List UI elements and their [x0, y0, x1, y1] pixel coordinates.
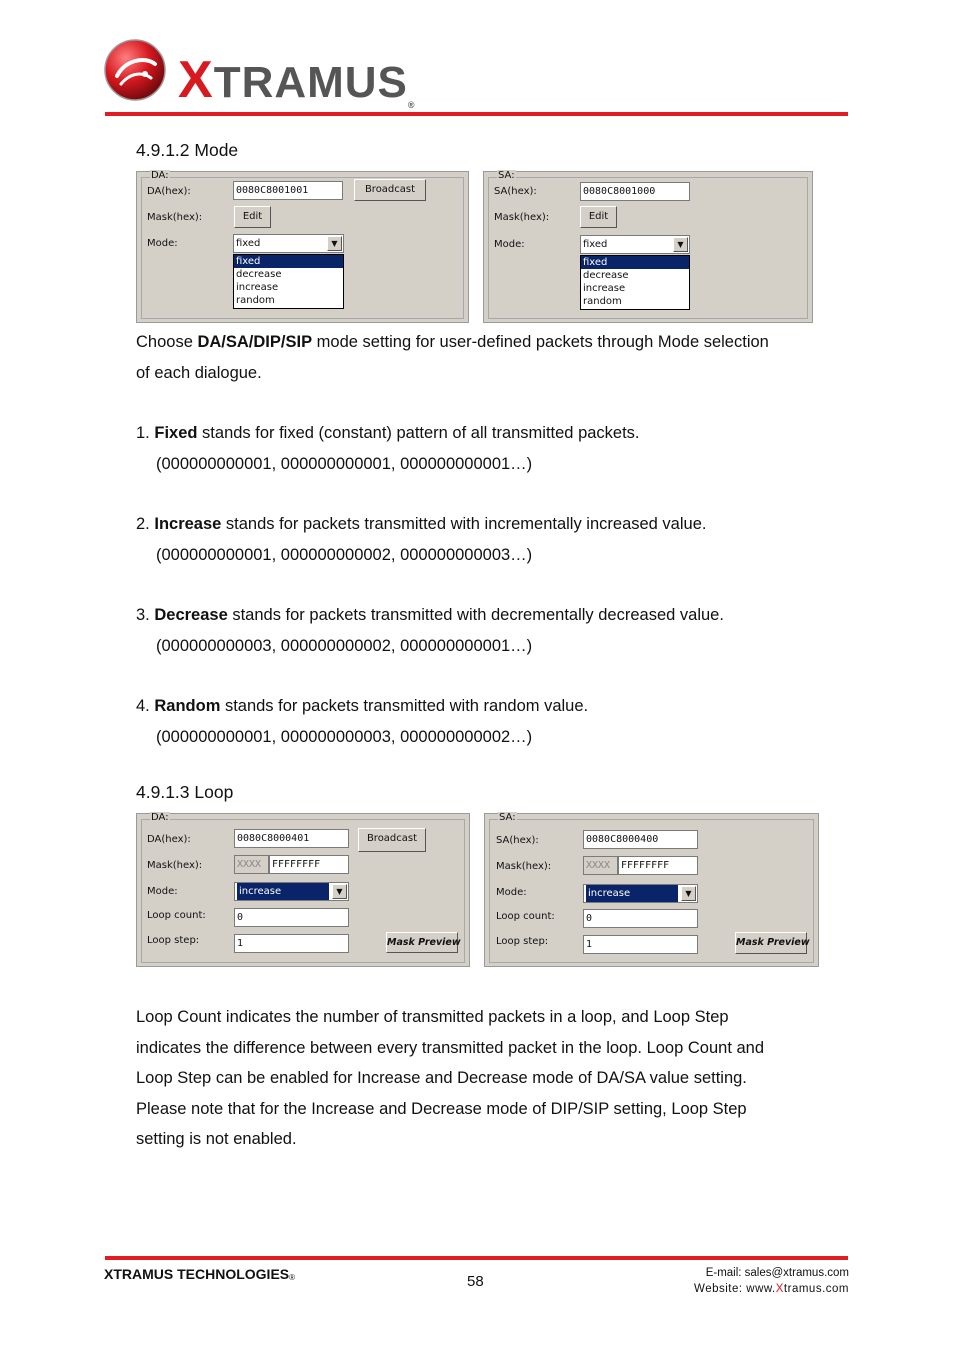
da-mode-dropdown [233, 254, 344, 309]
sa-mode-select[interactable]: fixed ▼ [580, 235, 690, 254]
sa-mask-label: Mask(hex): [494, 212, 550, 223]
loop-da-panel [136, 813, 470, 967]
broadcast-button[interactable]: Broadcast [354, 179, 426, 201]
mode-intro-paragraph: Choose DA/SA/DIP/SIP mode setting for user-defined packets through Mode selection of each dialogue. [136, 333, 769, 382]
footer-company: XTRAMUS TECHNOLOGIES® [104, 1266, 296, 1282]
da-mask-label: Mask(hex): [147, 212, 203, 223]
da-loop-step-label: Loop step: [147, 935, 200, 946]
da-mask-prefix: XXXX [234, 855, 269, 874]
chevron-down-icon[interactable]: ▼ [327, 236, 342, 251]
footer-divider [105, 1256, 848, 1260]
list-item: 1. Fixed stands for fixed (constant) pattern of all transmitted packets. (000000000001, 000000000001, 000000000001…) [136, 424, 640, 473]
dropdown-option[interactable]: decrease [583, 270, 629, 281]
group-label: DA: [151, 812, 169, 823]
loop-description-paragraph: Loop Count indicates the number of transmitted packets in a loop, and Loop Step indicates the difference between every transmitted packet in the loop. Loop Count and Loop Step can be enabled for Increase and Decrease mode of DA/SA value setting. Please note that for the Increase and Decrease mode of DIP/SIP setting, Loop Step setting is not enabled. [136, 1008, 765, 1148]
list-item: 2. Increase stands for packets transmitted with incrementally increased value. (000000000001, 000000000002, 000000000003…) [136, 515, 707, 564]
chevron-down-icon[interactable]: ▼ [332, 884, 347, 899]
da-mask-label: Mask(hex): [147, 860, 203, 871]
footer-website: Website: www.Xtramus.com [694, 1283, 849, 1295]
header-divider [105, 112, 848, 116]
dropdown-option[interactable]: fixed [581, 256, 689, 269]
sa-hex-input[interactable]: 0080C8000400 [583, 830, 698, 849]
group-label: SA: [498, 170, 515, 181]
da-loop-count-label: Loop count: [147, 910, 206, 921]
edit-button[interactable]: Edit [234, 206, 271, 228]
broadcast-button[interactable]: Broadcast [358, 828, 426, 852]
da-hex-label: DA(hex): [147, 834, 191, 845]
section-heading-loop: 4.9.1.3 Loop [136, 782, 234, 802]
sa-mode-label: Mode: [494, 239, 525, 250]
da-loop-count-input[interactable]: 0 [234, 908, 349, 927]
group-label: DA: [151, 170, 169, 181]
list-item: 4. Random stands for packets transmitted with random value. (000000000001, 000000000003, 000000000002…) [136, 697, 589, 746]
list-item: 3. Decrease stands for packets transmitted with decrementally decreased value. (000000000003, 000000000002, 000000000001…) [136, 606, 724, 655]
mode-da-panel [136, 171, 469, 323]
dropdown-option[interactable]: random [236, 295, 275, 306]
sa-mask-label: Mask(hex): [496, 861, 552, 872]
sa-loop-count-input[interactable]: 0 [583, 909, 698, 928]
sa-loop-step-label: Loop step: [496, 936, 549, 947]
sa-hex-label: SA(hex): [496, 835, 539, 846]
chevron-down-icon[interactable]: ▼ [673, 237, 688, 252]
sa-mask-prefix: XXXX [583, 856, 618, 875]
section-heading-mode: 4.9.1.2 Mode [136, 140, 239, 160]
da-hex-input[interactable]: 0080C8001001 [233, 181, 343, 200]
da-mode-select[interactable]: fixed ▼ [233, 234, 344, 253]
sa-mode-dropdown [580, 255, 690, 310]
sa-hex-label: SA(hex): [494, 186, 537, 197]
page-number: 58 [467, 1273, 484, 1290]
da-mode-label: Mode: [147, 886, 178, 897]
dropdown-option[interactable]: increase [236, 282, 279, 293]
sa-mode-select[interactable]: increase ▼ [583, 884, 698, 903]
mask-preview-button[interactable]: Mask Preview [386, 932, 458, 953]
dropdown-option[interactable]: decrease [236, 269, 282, 280]
sa-loop-count-label: Loop count: [496, 911, 555, 922]
da-loop-step-input[interactable]: 1 [234, 934, 349, 953]
footer-email: E-mail: sales@xtramus.com [705, 1267, 849, 1279]
mask-preview-button[interactable]: Mask Preview [735, 932, 807, 954]
sa-mode-label: Mode: [496, 887, 527, 898]
edit-button[interactable]: Edit [580, 206, 617, 228]
da-hex-input[interactable]: 0080C8000401 [234, 829, 349, 848]
xtramus-logo-icon [103, 38, 167, 102]
dropdown-option[interactable]: fixed [234, 255, 343, 268]
da-mode-label: Mode: [147, 238, 178, 249]
dropdown-option[interactable]: random [583, 296, 622, 307]
da-hex-label: DA(hex): [147, 186, 191, 197]
dropdown-option[interactable]: increase [583, 283, 626, 294]
sa-hex-input[interactable]: 0080C8001000 [580, 182, 690, 201]
sa-loop-step-input[interactable]: 1 [583, 935, 698, 954]
da-mask-input[interactable]: FFFFFFFF [269, 855, 349, 874]
loop-sa-panel [484, 813, 819, 967]
sa-mask-input[interactable]: FFFFFFFF [618, 856, 698, 875]
chevron-down-icon[interactable]: ▼ [681, 886, 696, 901]
group-label: SA: [499, 812, 516, 823]
mode-sa-panel [483, 171, 813, 323]
da-mode-select[interactable]: increase ▼ [234, 882, 349, 901]
brand-wordmark: XTRAMUS® [178, 51, 416, 110]
